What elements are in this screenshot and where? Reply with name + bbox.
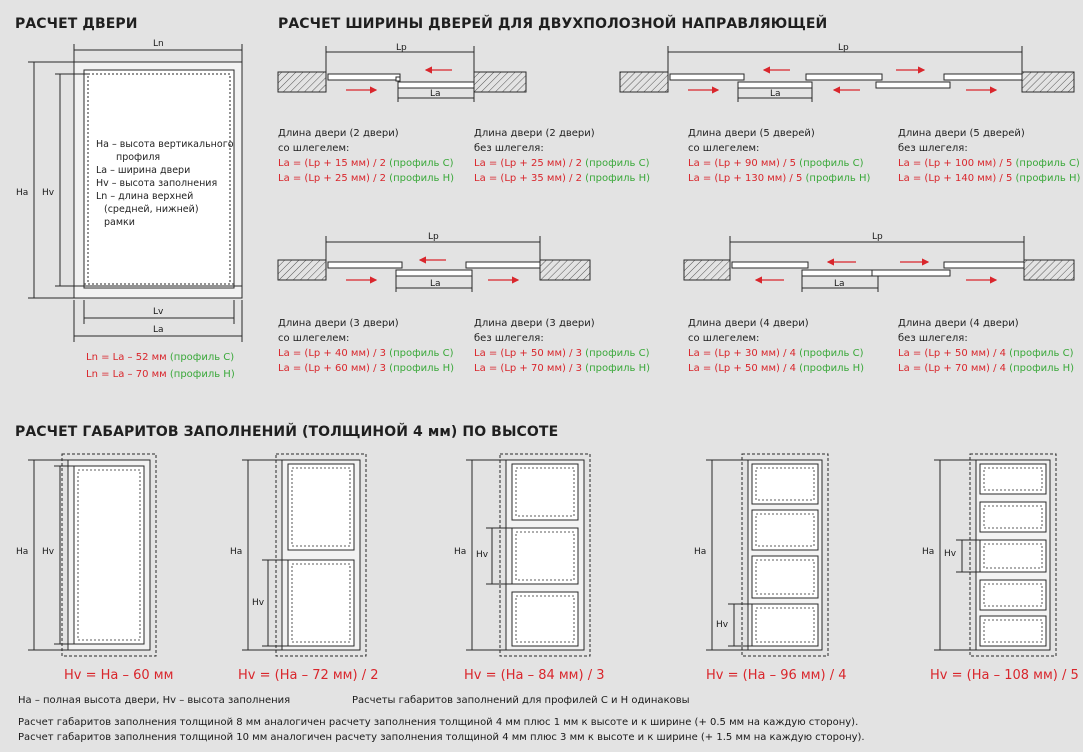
ha-label: Ha [16, 547, 29, 557]
ha-label: Ha [922, 547, 935, 557]
formula-block: Длина двери (3 двери) со шлегелем: La = (Lp + 40 мм) / 3 (профиль С) La = (Lp + 60 мм) / 3 (профиль Н) [278, 318, 455, 374]
ha-label: Ha [16, 188, 29, 198]
footer-note-left: Ha – полная высота двери, Hv – высота заполнения [18, 695, 291, 706]
hv-label: Hv [42, 547, 55, 557]
legend-line: рамки [104, 217, 135, 228]
lp-label: Lp [872, 232, 883, 242]
hv-label: Hv [252, 598, 265, 608]
lp-label: Lp [428, 232, 439, 242]
la-label: La [430, 89, 441, 99]
formula-block: Длина двери (4 двери) со шлегелем: La = (Lp + 30 мм) / 4 (профиль С) La = (Lp + 50 мм) / 4 (профиль Н) [688, 318, 865, 374]
fill-calc-title: РАСЧЕТ ГАБАРИТОВ ЗАПОЛНЕНИЙ (ТОЛЩИНОЙ 4 мм) ПО ВЫСОТЕ [15, 424, 559, 440]
formula-block: Длина двери (2 двери) со шлегелем: La = (Lp + 15 мм) / 2 (профиль С) La = (Lp + 25 мм) / 2 (профиль Н) [278, 128, 455, 184]
fill-formula: Hv = (Ha – 72 мм) / 2 [238, 668, 379, 683]
formula-block: Длина двери (2 двери) без шлегеля: La = (Lp + 25 мм) / 2 (профиль С) La = (Lp + 35 мм) / 2 (профиль Н) [474, 128, 651, 184]
formula-block: Длина двери (3 двери) без шлегеля: La = (Lp + 50 мм) / 3 (профиль С) La = (Lp + 70 мм) / 3 (профиль Н) [474, 318, 651, 374]
fill-formula: Hv = (Ha – 96 мм) / 4 [706, 668, 847, 683]
lp-label: Lp [838, 43, 849, 53]
ln-formula-c: Ln = La – 52 мм (профиль С) [86, 352, 235, 363]
footer-line-10mm: Расчет габаритов заполнения толщиной 10 мм аналогичен расчету заполнения толщиной 4 мм плюс 3 мм к высоте и к ширине (+ 1.5 мм на каждую сторону). [18, 732, 865, 743]
legend-line: (средней, нижней) [104, 204, 199, 215]
legend-line: профиля [116, 152, 161, 163]
door-calc-title: РАСЧЕТ ДВЕРИ [15, 16, 138, 32]
legend-line: Ha – высота вертикального [96, 139, 234, 150]
la-label: La [153, 325, 164, 335]
lv-label: Lv [153, 307, 164, 317]
fill-formula: Hv = (Ha – 84 мм) / 3 [464, 668, 605, 683]
fill-formula: Hv = (Ha – 108 мм) / 5 [930, 668, 1079, 683]
hv-label: Hv [42, 188, 55, 198]
ha-label: Ha [454, 547, 467, 557]
fill-formula: Hv = Ha – 60 мм [64, 668, 174, 683]
formula-block: Длина двери (5 дверей) со шлегелем: La = (Lp + 90 мм) / 5 (профиль С) La = (Lp + 130 мм) / 5 (профиль Н) [688, 128, 871, 184]
lp-label: Lp [396, 43, 407, 53]
hv-label: Hv [716, 620, 729, 630]
la-label: La [770, 89, 781, 99]
hv-label: Hv [476, 550, 489, 560]
ha-label: Ha [694, 547, 707, 557]
formula-block: Длина двери (4 двери) без шлегеля: La = (Lp + 50 мм) / 4 (профиль С) La = (Lp + 70 мм) / 4 (профиль Н) [898, 318, 1075, 374]
la-label: La [834, 279, 845, 289]
legend-line: Ln – длина верхней [96, 191, 194, 202]
hv-label: Hv [944, 549, 957, 559]
ha-label: Ha [230, 547, 243, 557]
formula-block: Длина двери (5 дверей) без шлегеля: La = (Lp + 100 мм) / 5 (профиль С) La = (Lp + 140 мм) / 5 (профиль Н) [898, 128, 1081, 184]
footer-note-right: Расчеты габаритов заполнений для профилей С и Н одинаковы [352, 695, 690, 706]
ln-formula-h: Ln = La – 70 мм (профиль Н) [86, 369, 235, 380]
la-label: La [430, 279, 441, 289]
width-calc-title: РАСЧЕТ ШИРИНЫ ДВЕРЕЙ ДЛЯ ДВУХПОЛОЗНОЙ НАПРАВЛЯЮЩЕЙ [278, 16, 828, 32]
legend-line: Hv – высота заполнения [96, 178, 218, 189]
legend-line: La – ширина двери [96, 165, 191, 176]
ln-label: Ln [153, 39, 164, 49]
footer-line-8mm: Расчет габаритов заполнения толщиной 8 мм аналогичен расчету заполнения толщиной 4 мм плюс 1 мм к высоте и к ширине (+ 0.5 мм на каждую сторону). [18, 717, 859, 728]
